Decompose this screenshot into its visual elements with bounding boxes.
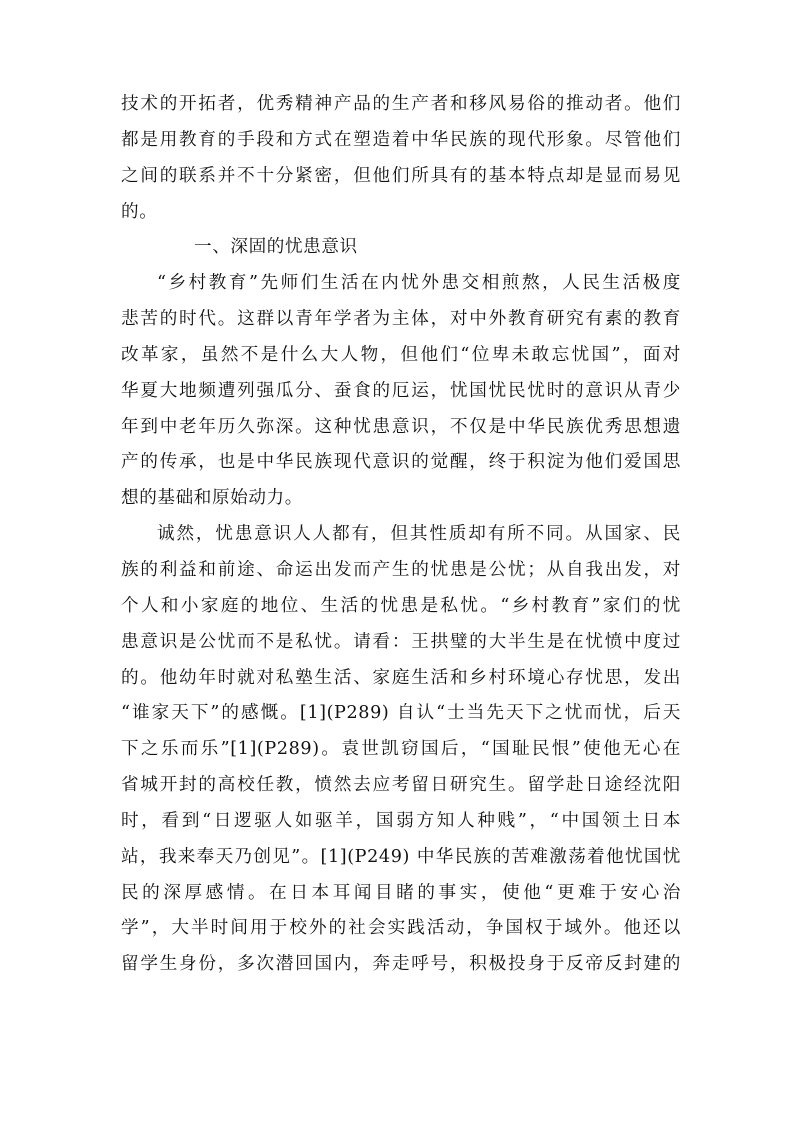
text-line: 时，看到“日逻驱人如驱羊，国弱方知人种贱”，“中国领土日本 — [121, 810, 681, 831]
text-line: “乡村教育”先师们生活在内忧外患交相煎熬，人民生活极度 — [157, 273, 681, 294]
text-line: 改革家，虽然不是什么大人物，但他们“位卑未敢忘忧国”，面对 — [121, 344, 681, 365]
text-line: 年到中老年历久弥深。这种忧患意识，不仅是中华民族优秀思想遗 — [121, 416, 681, 437]
text-line: 产的传承，也是中华民族现代意识的觉醒，终于积淀为他们爱国思 — [121, 452, 681, 473]
text-line: 民的深厚感情。在日本耳闻目睹的事实，使他“更难于安心治 — [121, 882, 681, 903]
text-line: 站，我来奉天乃创见”。[1](P249) 中华民族的苦难激荡着他忧国忧 — [121, 846, 681, 867]
body-text — [121, 87, 681, 983]
text-line: 想的基础和原始动力。 — [121, 488, 303, 509]
text-line: 华夏大地频遭列强瓜分、蚕食的厄运，忧国忧民忧时的意识从青少 — [121, 380, 681, 401]
text-line: 的。 — [121, 201, 158, 222]
text-line: 个人和小家庭的地位、生活的忧患是私忧。“乡村教育”家们的忧 — [121, 595, 681, 616]
text-line: 的。他幼年时就对私塾生活、家庭生活和乡村环境心存忧思，发出 — [121, 667, 681, 688]
text-line: 都是用教育的手段和方式在塑造着中华民族的现代形象。尽管他们 — [121, 129, 681, 150]
text-line: 学”，大半时间用于校外的社会实践活动，争国权于域外。他还以 — [121, 918, 681, 939]
text-line: 下之乐而乐”[1](P289)。袁世凯窃国后，“国耻民恨”使他无心在 — [121, 739, 681, 760]
text-line: 之间的联系并不十分紧密，但他们所具有的基本特点却是显而易见 — [121, 165, 681, 186]
text-line: 技术的开拓者，优秀精神产品的生产者和移风易俗的推动者。他们 — [121, 94, 681, 114]
text-line: 族的利益和前途、命运出发而产生的忧患是公忧；从自我出发，对 — [121, 559, 681, 580]
text-line: “谁家天下”的感慨。[1](P289) 自认“士当先天下之忧而忧，后天 — [121, 703, 681, 724]
text-line: 省城开封的高校任教，愤然去应考留日研究生。留学赴日途经沈阳 — [121, 775, 681, 796]
text-line: 留学生身份，多次潜回国内，奔走呼号，积极投身于反帝反封建的 — [121, 954, 681, 975]
text-line: 诚然，忧患意识人人都有，但其性质却有所不同。从国家、民 — [157, 524, 681, 545]
text-line: 悲苦的时代。这群以青年学者为主体，对中外教育研究有素的教育 — [121, 309, 681, 330]
section-heading: 一、深固的忧患意识 — [194, 237, 358, 258]
text-line: 患意识是公忧而不是私忧。请看：王拱璧的大半生是在忧愤中度过 — [121, 631, 681, 652]
